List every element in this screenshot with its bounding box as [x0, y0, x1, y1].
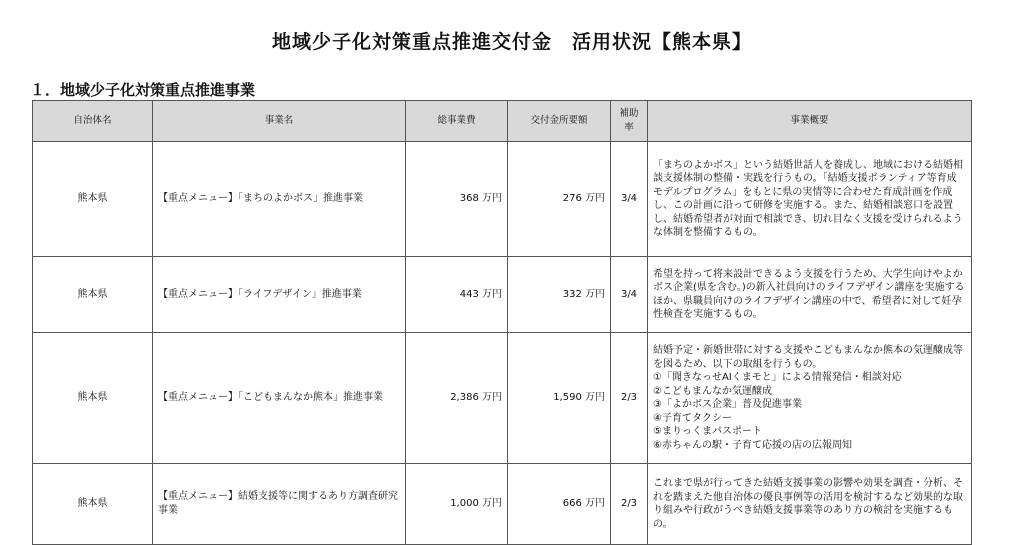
- cell-subsidy-rate: 3/4: [611, 142, 648, 257]
- header-project-name: 事業名: [153, 101, 406, 142]
- cell-project-name: 【重点メニュー】「まちのよかボス」推進事業: [153, 142, 406, 257]
- header-total-cost: 総事業費: [406, 101, 508, 142]
- table-header-row: [33, 101, 972, 142]
- cell-total-cost: 1,000 万円: [406, 464, 508, 545]
- cell-summary: これまで県が行ってきた結婚支援事業の影響や効果を調査・分析、それを踏まえた他自治体の優良事例等の活用を検討するなど効果的な取り組みや行政がうべき結婚支援事業等のあり方の検討を実施するもの。: [648, 464, 972, 545]
- cell-total-cost: 2,386 万円: [406, 333, 508, 464]
- summary-intro: 結婚予定・新婚世帯に対する支援やこどもまんなか熊本の気運醸成等を図るため、以下の取組を行うもの。: [653, 345, 963, 370]
- cell-subsidy-rate: 2/3: [611, 333, 648, 464]
- cell-summary: [648, 333, 972, 464]
- table-row: [33, 464, 972, 545]
- summary-item: ②こどもまんなか気運醸成: [653, 385, 772, 397]
- cell-project-name: 【重点メニュー】「ライフデザイン」推進事業: [153, 257, 406, 333]
- cell-grant-amount: 276 万円: [508, 142, 611, 257]
- summary-item: ①「聞きなっせAIくまモと」による情報発信・相談対応: [653, 372, 902, 383]
- summary-item: ⑥赤ちゃんの駅・子育て応援の店の広報周知: [653, 439, 852, 451]
- page-title: 地域少子化対策重点推進交付金 活用状況【熊本県】: [271, 31, 752, 53]
- cell-total-cost: 443 万円: [406, 257, 508, 333]
- summary-item: ③「よかボス企業」普及促進事業: [653, 399, 802, 410]
- cell-project-name: 【重点メニュー】「こどもまんなか熊本」推進事業: [153, 333, 406, 464]
- cell-grant-amount: 1,590 万円: [508, 333, 611, 464]
- project-table: [32, 100, 972, 545]
- summary-item: ⑤まりっくまパスポート: [653, 426, 762, 437]
- cell-subsidy-rate: 3/4: [611, 257, 648, 333]
- table-row: [33, 142, 972, 257]
- header-subsidy-rate: 補助率: [611, 101, 648, 142]
- cell-grant-amount: 332 万円: [508, 257, 611, 333]
- header-summary: 事業概要: [648, 101, 972, 142]
- cell-municipality: 熊本県: [33, 333, 153, 464]
- table-row: [33, 257, 972, 333]
- summary-item: ④子育てタクシー: [653, 412, 732, 424]
- cell-subsidy-rate: 2/3: [611, 464, 648, 545]
- cell-municipality: 熊本県: [33, 142, 153, 257]
- section-heading: １．地域少子化対策重点推進事業: [30, 81, 256, 99]
- cell-total-cost: 368 万円: [406, 142, 508, 257]
- header-grant-amount: 交付金所要額: [508, 101, 611, 142]
- cell-municipality: 熊本県: [33, 257, 153, 333]
- cell-summary: 希望を持って将来設計できるよう支援を行うため、大学生向けやよかボス企業(県を含む。)の新入社員向けのライフデザイン講座を実施するほか、県職員向けのライフデザイン講座の中で、希望者に対して妊孕性検査を実施するもの。: [648, 257, 972, 333]
- cell-summary: 「まちのよかボス」という結婚世話人を養成し、地域における結婚相談支援体制の整備・実践を行うもの。「結婚支援ボランティア等育成モデルプログラム」をもとに県の実情等に合わせた育成計画を作成し、この計画に沿って研修を実施する。また、結婚相談窓口を設置し、結婚希望者が対面で相談でき、切れ目なく支援を受けられるような体制を整備するもの。: [648, 142, 972, 257]
- header-municipality: 自治体名: [33, 101, 153, 142]
- cell-grant-amount: 666 万円: [508, 464, 611, 545]
- cell-municipality: 熊本県: [33, 464, 153, 545]
- cell-project-name: 【重点メニュー】結婚支援等に関するあり方調査研究事業: [153, 464, 406, 545]
- table-row: [33, 333, 972, 464]
